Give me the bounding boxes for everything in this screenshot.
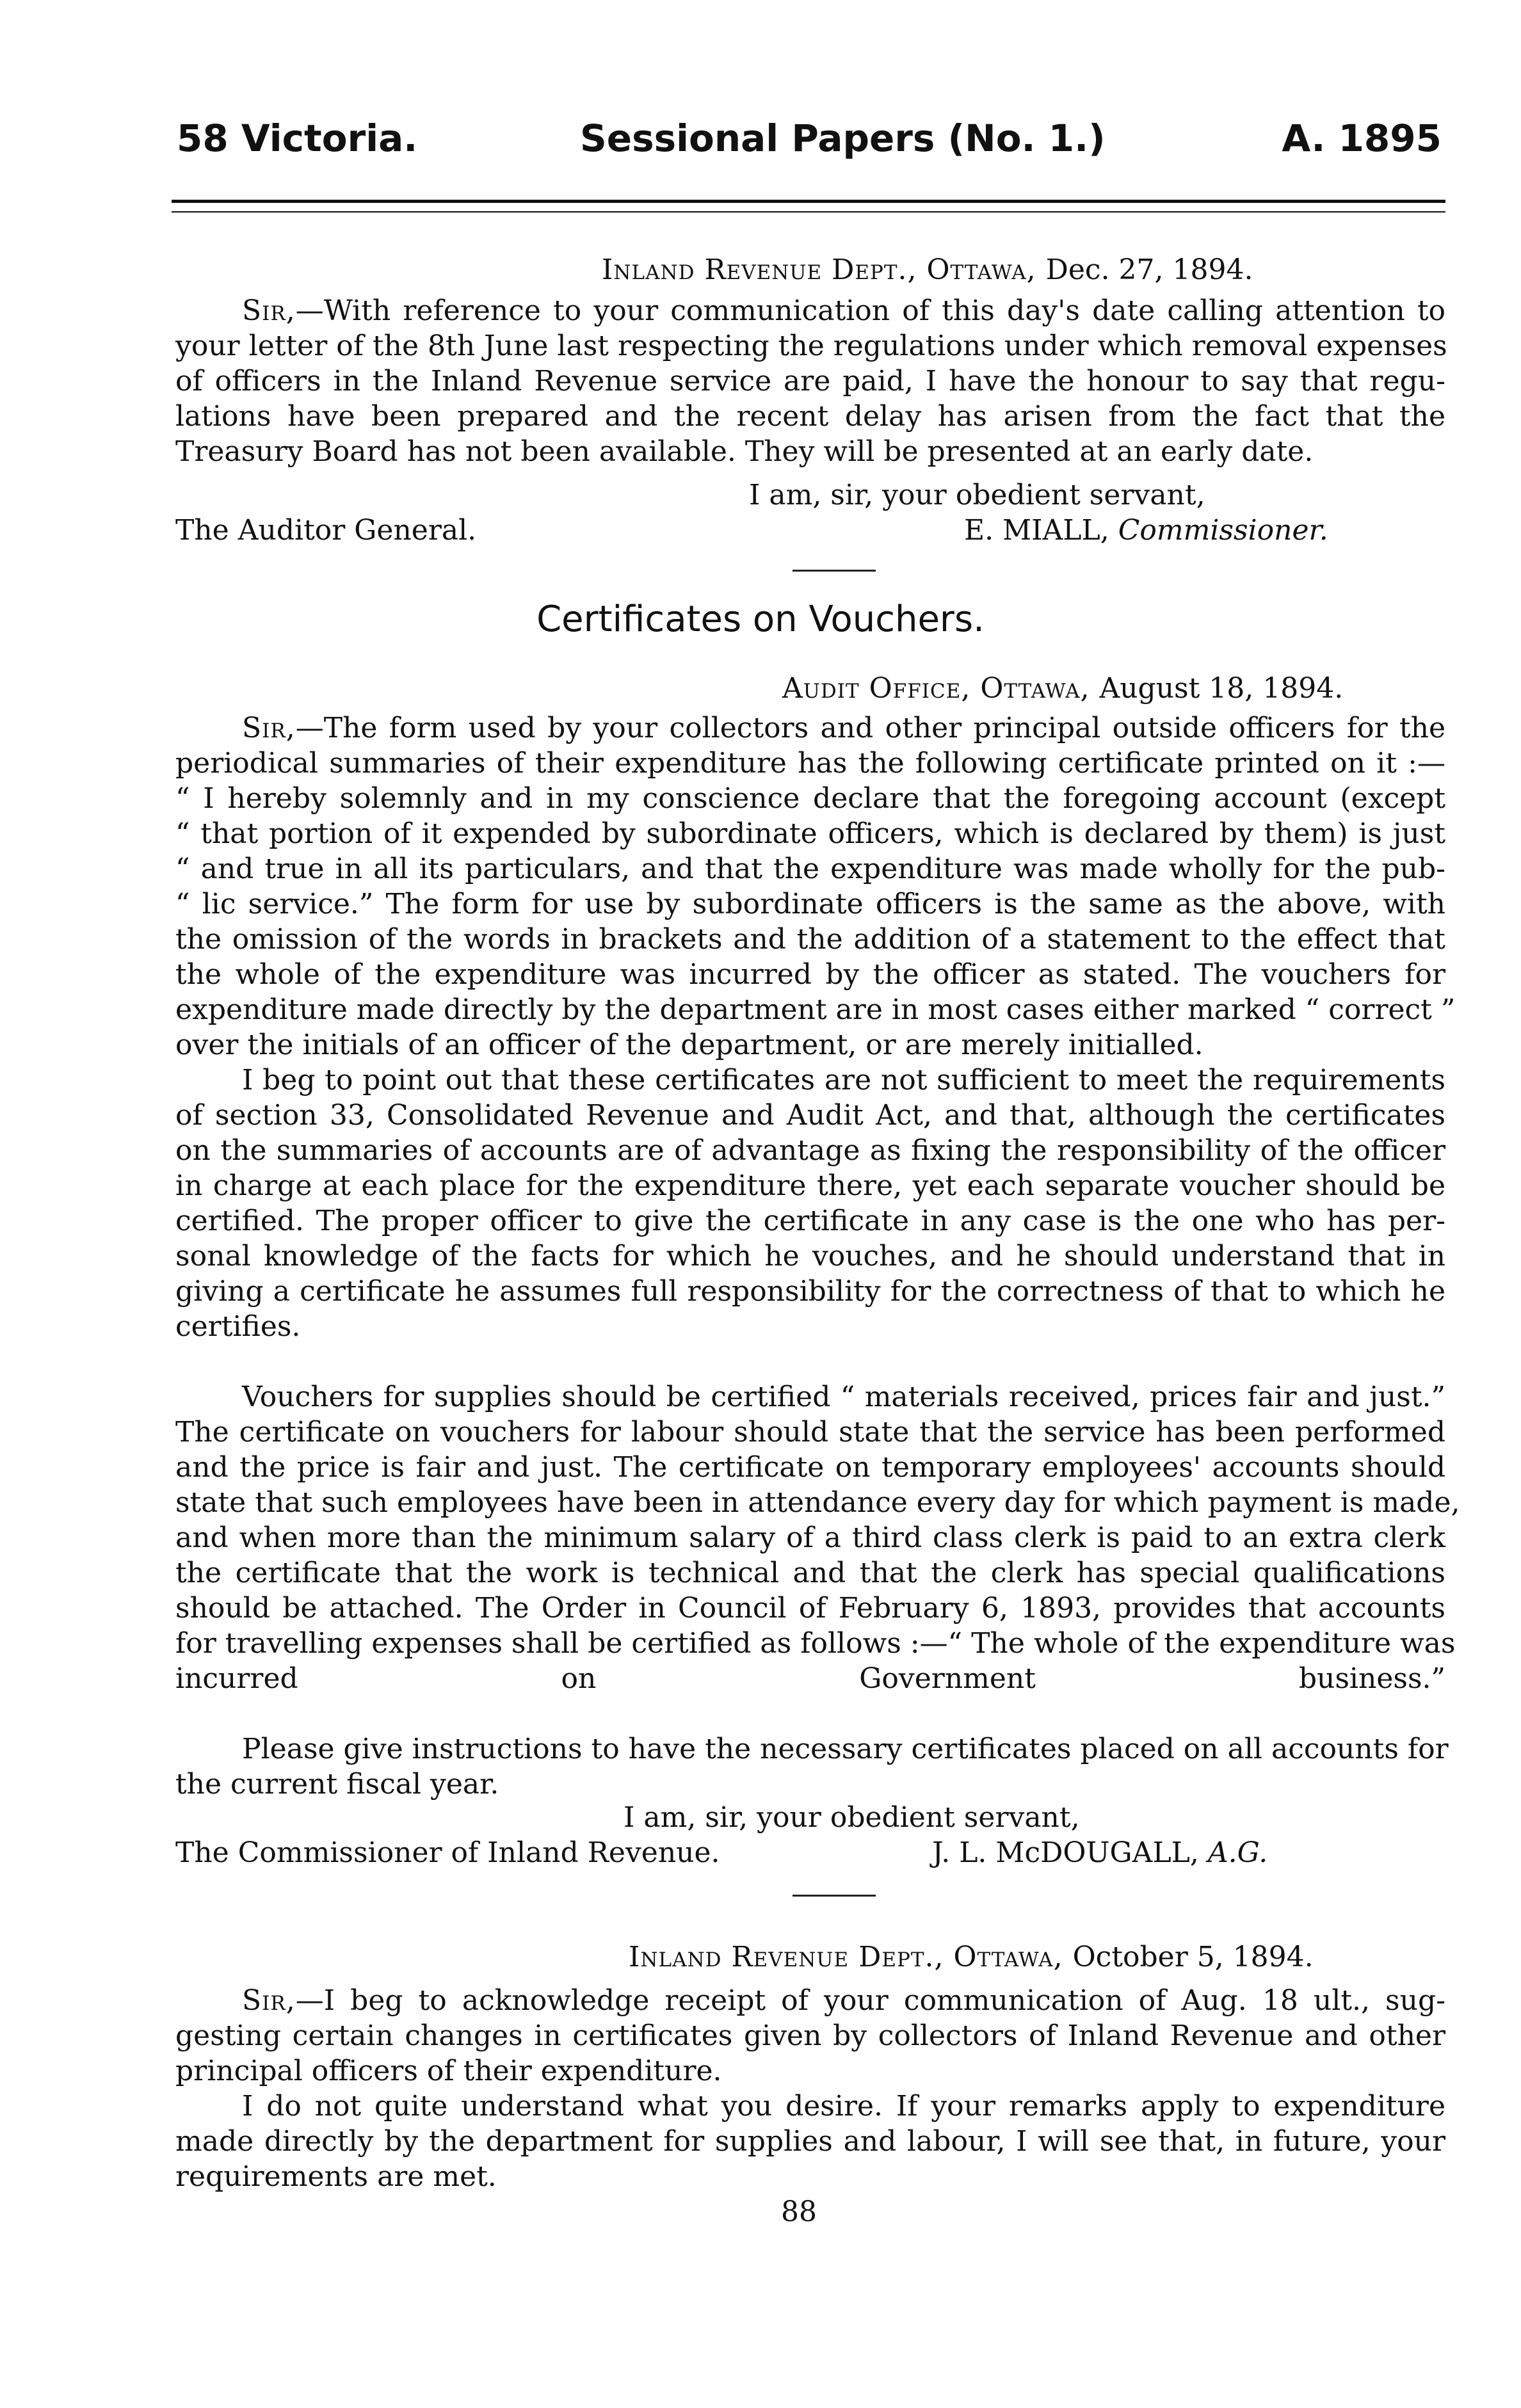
letter1-line: of officers in the Inland Revenue service are paid, I have the honour to say that regu- [175, 365, 1445, 397]
letter1-signature: E. MIALL, Commissioner. [964, 514, 1328, 547]
letter2-line: sonal knowledge of the facts for which he vouches, and he should understand that in [175, 1240, 1445, 1272]
letter2-line: “ lic service.” The form for use by subordinate officers is the same as the above, with [175, 888, 1445, 920]
letter3-line: gesting certain changes in certificates given by collectors of Inland Revenue and other [175, 2019, 1445, 2052]
section-title: Certificates on Vouchers. [536, 598, 985, 640]
letter2-line: I beg to point out that these certificates are not sufficient to meet the requirements [242, 1064, 1445, 1096]
letter2-line: The certificate on vouchers for labour should state that the service has been performed [175, 1416, 1445, 1449]
letter3-line: I do not quite understand what you desire. If your remarks apply to expenditure [242, 2090, 1445, 2123]
letter2-line: and the price is fair and just. The certificate on temporary employees' accounts should [175, 1451, 1445, 1484]
letter2-line: Vouchers for supplies should be certified “ materials received, prices fair and just.” [242, 1381, 1445, 1413]
page-number: 88 [781, 2195, 817, 2228]
letter3-line: Sir,—I beg to acknowledge receipt of your communication of Aug. 18 ult., sug- [242, 1984, 1445, 2017]
letter2-line: and when more than the minimum salary of a third class clerk is paid to an extra clerk [175, 1521, 1445, 1554]
header-rule-thin [172, 211, 1445, 213]
section-divider [793, 570, 876, 572]
letter3-line: made directly by the department for supplies and labour, I will see that, in future, your [175, 2125, 1445, 2158]
letter3-line: requirements are met. [175, 2160, 497, 2193]
letter2-line: state that such employees have been in attendance every day for which payment is made, [175, 1486, 1460, 1519]
letter2-body [175, 710, 1460, 1802]
letter1-addressee: The Auditor General. [175, 514, 477, 547]
header-rule-thick [172, 200, 1445, 203]
letter2-line: certified. The proper officer to give the certificate in any case is the one who has per- [175, 1205, 1445, 1237]
letter2-line: of section 33, Consolidated Revenue and Audit Act, and that, although the certificates [175, 1099, 1445, 1132]
letter2-addressee: The Commissioner of Inland Revenue. [175, 1836, 720, 1869]
letter2-line: in charge at each place for the expenditure there, yet each separate voucher should be [175, 1169, 1445, 1202]
letter2-line: “ and true in all its particulars, and that the expenditure was made wholly for the pub- [175, 853, 1445, 885]
letter2-line: Please give instructions to have the necessary certificates placed on all accounts for [242, 1733, 1449, 1765]
letter1-line: Sir,—With reference to your communication of this day's date calling attention to [242, 294, 1445, 327]
letter2-line: the whole of the expenditure was incurred by the officer as stated. The vouchers for [175, 958, 1445, 991]
letter2-line: should be attached. The Order in Council of February 6, 1893, provides that accounts [175, 1592, 1445, 1625]
letter2-line: giving a certificate he assumes full responsibility for the correctness of that to which he [175, 1275, 1445, 1308]
letter2-line: expenditure made directly by the department are in most cases either marked “ correct ” [175, 993, 1456, 1026]
header-center: Sessional Papers (No. 1.) [580, 116, 1106, 160]
letter2-signature: J. L. McDOUGALL, A.G. [932, 1836, 1268, 1869]
letter2-line: periodical summaries of their expenditure has the following certificate printed on it :— [175, 747, 1445, 780]
letter2-line: the certificate that the work is technical and that the clerk has special qualifications [175, 1557, 1445, 1589]
header-left: 58 Victoria. [177, 116, 418, 160]
letter2-line: incurred on Government business.” [175, 1662, 1445, 1695]
letter2-line: Sir,—The form used by your collectors and other principal outside officers for the [242, 712, 1445, 744]
section-divider [793, 1895, 876, 1897]
letter1-line: lations have been prepared and the recent delay has arisen from the fact that the [175, 400, 1445, 433]
letter2-dateline: Audit Office, Ottawa, August 18, 1894. [782, 672, 1344, 705]
letter1-line: your letter of the 8th June last respecting the regulations under which removal expenses [175, 330, 1447, 362]
letter3-dateline: Inland Revenue Dept., Ottawa, October 5, 1894. [629, 1941, 1314, 1973]
letter1-closing: I am, sir, your obedient servant, [749, 479, 1205, 511]
letter2-line [175, 1344, 1445, 1379]
letter2-line: the current fiscal year. [175, 1768, 499, 1801]
letter1-line: Treasury Board has not been available. They will be presented at an early date. [175, 435, 1314, 468]
letter2-closing: I am, sir, your obedient servant, [624, 1801, 1080, 1834]
letter2-line: “ I hereby solemnly and in my conscience declare that the foregoing account (except [175, 782, 1445, 815]
letter3-line: principal officers of their expenditure. [175, 2055, 722, 2087]
letter2-line: the omission of the words in brackets and the addition of a statement to the effect that [175, 923, 1445, 956]
letter2-line: for travelling expenses shall be certified as follows :—“ The whole of the expenditure was [175, 1627, 1456, 1660]
letter2-line: certifies. [175, 1310, 301, 1343]
header-right: A. 1895 [1282, 116, 1442, 160]
letter3-body [175, 1983, 1445, 2194]
letter2-line [175, 1696, 1445, 1731]
letter2-line: on the summaries of accounts are of advantage as fixing the responsibility of the officer [175, 1134, 1445, 1167]
running-header [177, 116, 1442, 174]
letter1-dateline: Inland Revenue Dept., Ottawa, Dec. 27, 1894. [602, 253, 1253, 286]
letter2-line: over the initials of an officer of the department, or are merely initialled. [175, 1029, 1203, 1061]
letter2-line: “ that portion of it expended by subordinate officers, which is declared by them) is just [175, 817, 1445, 850]
letter1-body [175, 293, 1445, 469]
